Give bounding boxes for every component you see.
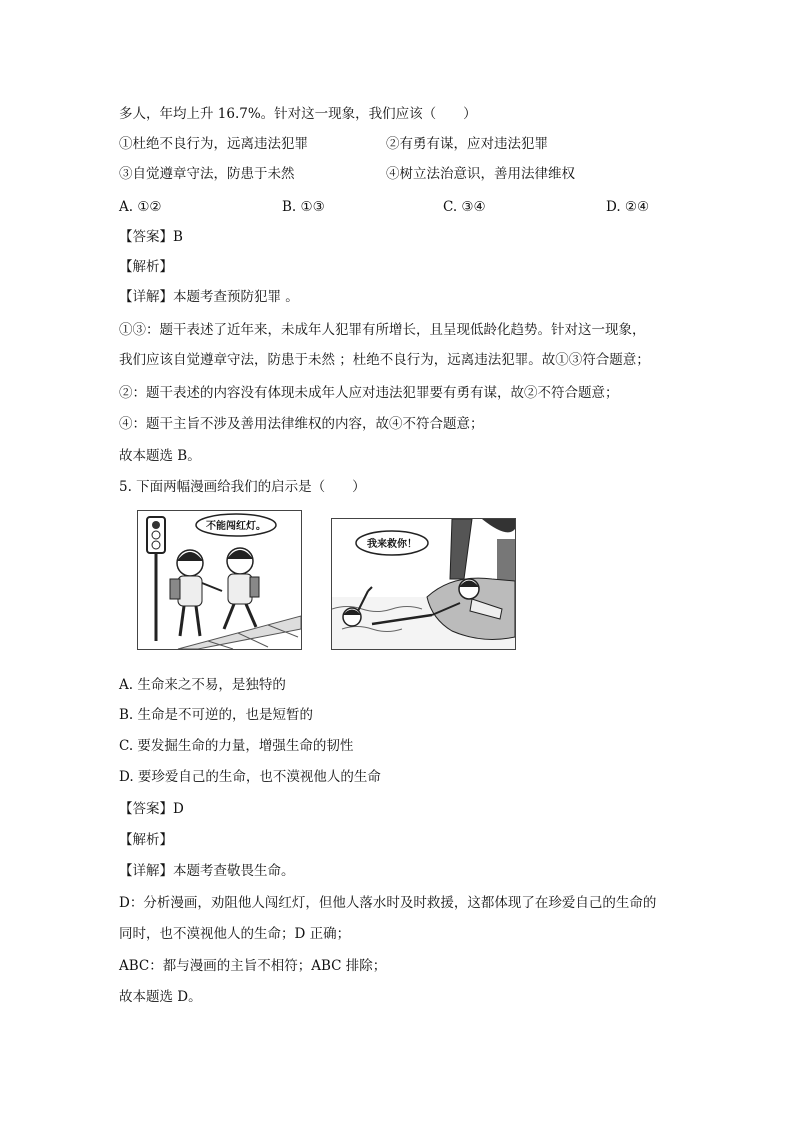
q4-option-b: B. ①③ bbox=[282, 199, 325, 215]
q5-explanation-1b: 同时，也不漠视他人的生命；D 正确； bbox=[119, 926, 351, 942]
q4-answer: 【答案】B bbox=[119, 229, 183, 245]
q5-explanation-1a: D：分析漫画，劝阻他人闯红灯，但他人落水时及时救援，这都体现了在珍爱自己的生命的 bbox=[119, 895, 657, 911]
q5-option-d: D. 要珍爱自己的生命，也不漠视他人的生命 bbox=[119, 769, 381, 785]
cartoon-red-light-illustration bbox=[137, 510, 302, 650]
q5-option-c: C. 要发掘生命的力量，增强生命的韧性 bbox=[119, 738, 354, 754]
q4-option-c: C. ③④ bbox=[443, 199, 486, 215]
q5-option-a: A. 生命来之不易，是独特的 bbox=[119, 677, 286, 693]
q5-stem: 5. 下面两幅漫画给我们的启示是（ ） bbox=[119, 479, 366, 495]
q4-stem-end: 多人，年均上升 16.7%。针对这一现象，我们应该（ ） bbox=[119, 106, 477, 122]
q4-statement-3: ③自觉遵章守法，防患于未然 bbox=[119, 166, 295, 182]
q4-analysis-heading: 【解析】 bbox=[119, 259, 173, 275]
q4-explanation-2: ②：题干表述的内容没有体现未成年人应对违法犯罪要有勇有谋，故②不符合题意； bbox=[119, 385, 619, 401]
q5-explanation-2: ABC：都与漫画的主旨不相符；ABC 排除； bbox=[119, 958, 387, 974]
cartoon2-speech-text: 我来救你！ bbox=[367, 539, 417, 550]
cartoon-rescue-illustration bbox=[331, 518, 516, 650]
q4-option-a: A. ①② bbox=[119, 199, 162, 215]
q4-statement-4: ④树立法治意识，善用法律维权 bbox=[386, 166, 575, 182]
cartoon1-speech-text: 不能闯红灯。 bbox=[206, 521, 266, 532]
q4-explanation-1a: ①③：题干表述了近年来，未成年人犯罪有所增长，且呈现低龄化趋势。针对这一现象， bbox=[119, 322, 646, 338]
q4-statement-2: ②有勇有谋，应对违法犯罪 bbox=[386, 136, 548, 152]
q5-analysis-heading: 【解析】 bbox=[119, 832, 173, 848]
q4-explanation-1b: 我们应该自觉遵章守法，防患于未然 ；杜绝不良行为，远离违法犯罪。故①③符合题意； bbox=[119, 352, 650, 368]
q5-answer: 【答案】D bbox=[119, 801, 184, 817]
q5-detail: 【详解】本题考查敬畏生命。 bbox=[119, 863, 295, 879]
q5-conclusion: 故本题选 D。 bbox=[119, 989, 202, 1005]
q4-detail: 【详解】本题考查预防犯罪 。 bbox=[119, 289, 299, 305]
q4-explanation-3: ④：题干主旨不涉及善用法律维权的内容，故④不符合题意； bbox=[119, 416, 484, 432]
q4-statement-1: ①杜绝不良行为，远离违法犯罪 bbox=[119, 136, 308, 152]
q4-conclusion: 故本题选 B。 bbox=[119, 448, 201, 464]
q5-option-b: B. 生命是不可逆的，也是短暂的 bbox=[119, 707, 314, 723]
q4-option-d: D. ②④ bbox=[606, 199, 650, 215]
